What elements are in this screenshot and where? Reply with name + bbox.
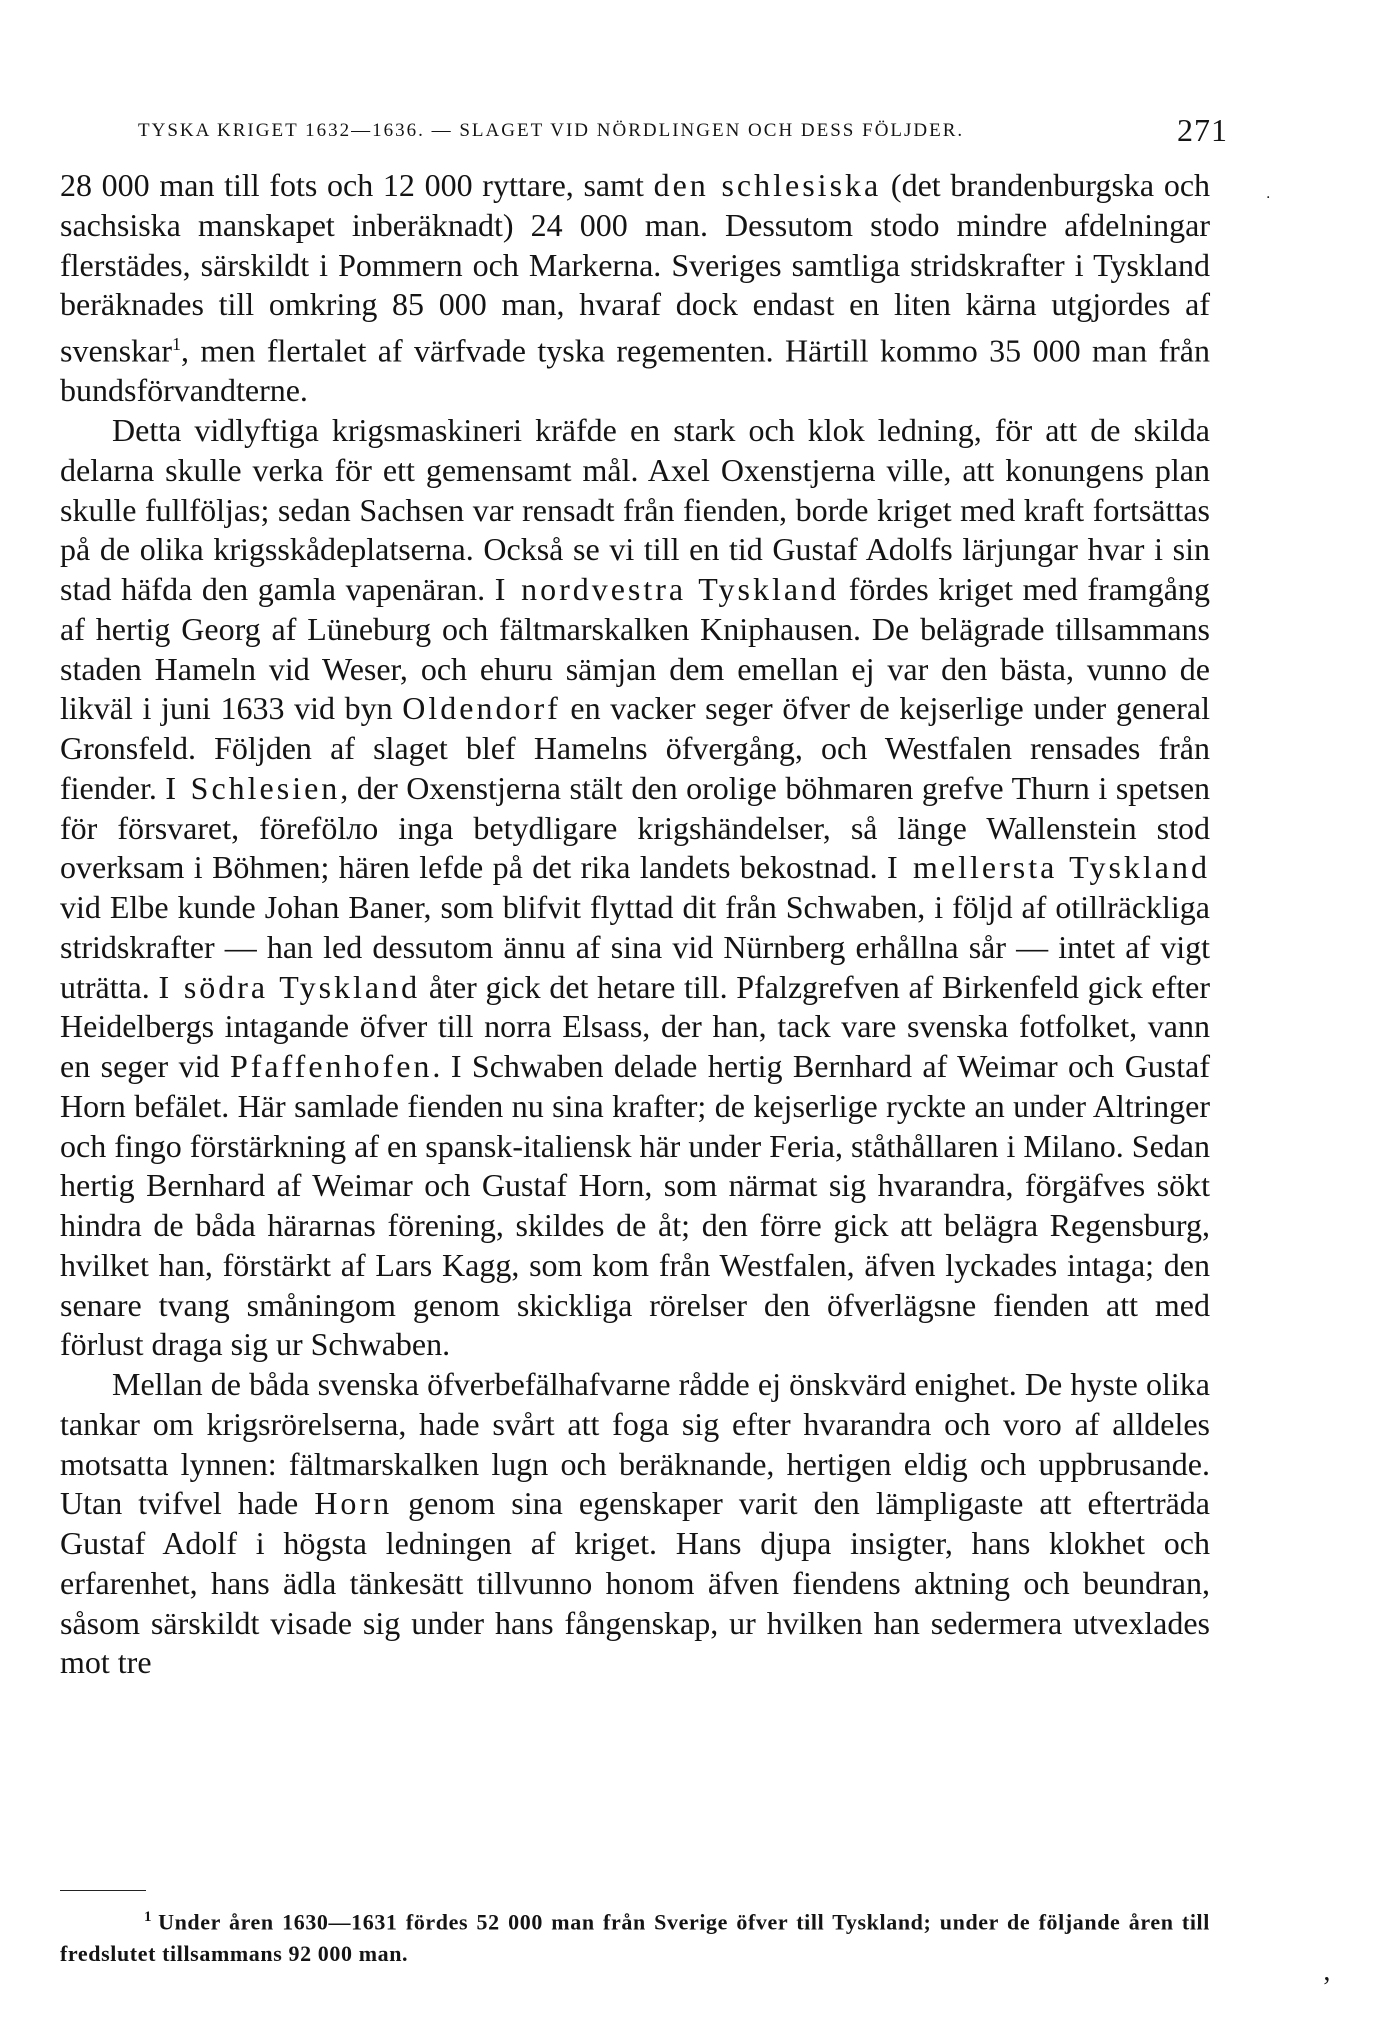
page-number: 271 (1177, 112, 1228, 148)
page-edge-mark: ’ (1322, 1972, 1332, 2003)
stray-dot: · (1266, 190, 1271, 206)
footnote-divider (60, 1890, 146, 1891)
spaced-term: Pfaffenhofen (229, 1048, 433, 1085)
text-run: 28 000 man till fots och 12 000 ryttare, samt (60, 167, 654, 203)
body-text (60, 166, 1210, 1683)
spaced-term: Horn (314, 1485, 393, 1522)
text-run: en vacker seger öfver de kejserlige under general Gronsfeld. Följden af slaget blef Hamelns öfvergång, och Westfalen rensades från fiender. (60, 690, 1211, 806)
running-header (138, 112, 1228, 148)
spaced-term: Oldendorf (402, 690, 561, 727)
text-run: , der Oxenstjerna stält den orolige böhmaren grefve Thurn i spetsen för försvaret, förefölло inga betydligare krigshändelser, så länge Wallenstein stod overksam i Böhmen; hären lefde på det rika landets bekostnad. (60, 769, 1211, 886)
paragraph-3 (60, 1365, 1210, 1683)
footnote-text: Under åren 1630—1631 fördes 52 000 man från Sverige öfver till Tyskland; under de följande åren till fredslutet tillsammans 92 000 man. (60, 1909, 1210, 1967)
text-run: vid Elbe kunde Johan Baner, som blifvit flyttad dit från Schwaben, i följd af otillräckliga stridskrafter — han led dessutom ännu af sina vid Nürnberg erhållna sår — intet af vigt uträtta. (60, 889, 1210, 1005)
text-run: (det brandenburgska och sachsiska manskapet inberäknadt) 24 000 man. Dessutom stodo mindre afdelningar flerstädes, särskildt i Pommern och Markerna. Sveriges samtliga stridskrafter i Tyskland beräknades till omkring 85 000 man, hvaraf dock endast en liten kärna utgjordes af svenskar (60, 167, 1211, 369)
text-run: fördes kriget med framgång af hertig Georg af Lüneburg och fältmarskalken Kniphausen. De belägrade tillsammans staden Hameln vid Weser, och ehuru sämjan dem emellan ej var den bästa, vunno de likväl i juni 1633 vid byn (60, 571, 1210, 727)
spaced-term: den schlesiska (653, 167, 882, 203)
spaced-term: I södra Tyskland (158, 968, 421, 1005)
text-run: Detta vidlyftiga krigsmaskineri kräfde en stark och klok ledning, för att de skilda delarna skulle verka för ett gemensamt mål. Axel Oxenstjerna ville, att konungens plan skulle fullföljas; sedan Sachsen var rensadt från fienden, borde kriget med kraft fortsättas på de olika krigsskådeplatserna. Också se vi till en tid Gustaf Adolfs lärjungar hvar i sin stad häfda den gamla vapenäran. (60, 412, 1210, 608)
spaced-term: I Schlesien (165, 769, 341, 806)
footnote (60, 1901, 1210, 1970)
spaced-term: I nordvestra Tyskland (494, 571, 840, 608)
paragraph-1 (60, 166, 1210, 411)
footnote-mark: 1 (144, 1909, 153, 1925)
text-run: Mellan de båda svenska öfverbefälhafvarne rådde ej önskvärd enighet. De hyste olika tankar om krigsrörelserna, hade svårt att foga sig efter hvarandra och voro af alldeles motsatta lynnen: fältmarskalken lugn och beräknande, hertigen eldig och uppbrusande. Utan tvifvel hade (60, 1366, 1210, 1522)
running-title: TYSKA KRIGET 1632—1636. — SLAGET VID NÖRDLINGEN OCH DESS FÖLJDER. (138, 120, 965, 141)
paragraph-2 (60, 411, 1210, 1365)
text-run: . I Schwaben delade hertig Bernhard af Weimar och Gustaf Horn befälet. Här samlade fienden nu sina krafter; de kejserlige ryckte an under Altringer och fingo förstärkning af en spansk-italiensk här under Feria, ståthållaren i Milano. Sedan hertig Bernhard af Weimar och Gustaf Horn, som närmat sig hvarandra, förgäfves sökt hindra de båda härarnas förening, skildes de åt; den förre gick att belägra Regensburg, hvilket han, förstärkt af Lars Kagg, som kom från Westfalen, äfven lyckades intaga; den senare tvang småningom genom skickliga rörelser den öfverlägsne fienden att med förlust draga sig ur Schwaben. (60, 1048, 1211, 1363)
text-run: genom sina egenskaper varit den lämpligaste att efterträda Gustaf Adolf i högsta ledningen af kriget. Hans djupa insigter, hans klokhet och erfarenhet, hans ädla tänkesätt tillvunno honom äfven fiendens aktning och beundran, såsom särskildt visade sig under hans fångenskap, ur hvilken han sedermera utvexlades mot tre (60, 1485, 1211, 1681)
text-run: , men flertalet af värfvade tyska regementen. Härtill kommo 35 000 man från bundsförvandterne. (60, 332, 1210, 409)
spaced-term: I mellersta Tyskland (887, 849, 1211, 886)
footnote-reference: 1 (171, 334, 181, 354)
text-run: åter gick det hetare till. Pfalzgrefven af Birkenfeld gick efter Heidelbergs intagande öfver till norra Elsass, der han, tack vare svenska fotfolket, vann en seger vid (60, 968, 1211, 1085)
